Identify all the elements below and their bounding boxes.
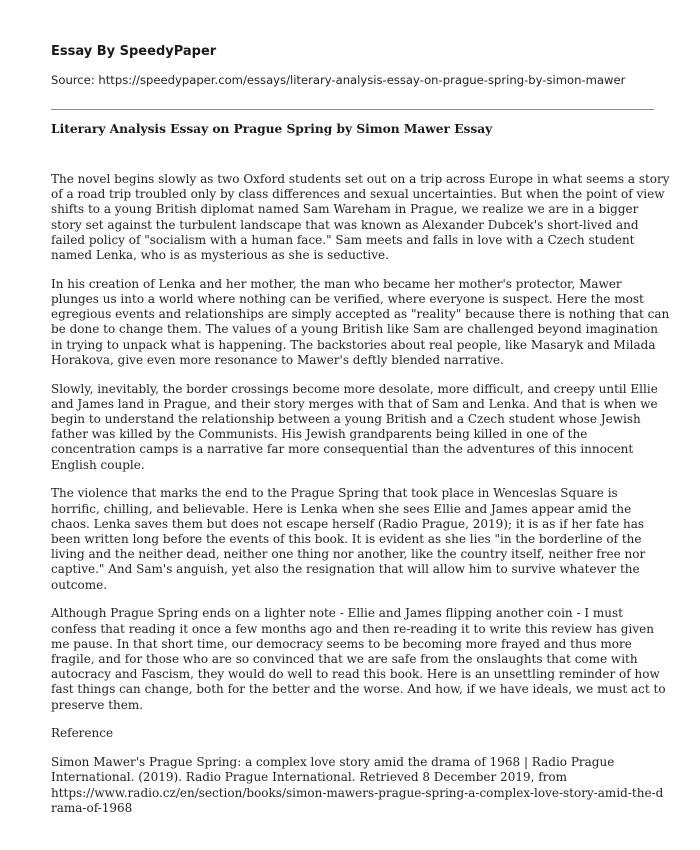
essay-body (51, 172, 670, 830)
text-line: and James land in Prague, and their story merges with that of Sam and Lenka. And that is when we (51, 396, 658, 411)
text-line: In his creation of Lenka and her mother, the man who became her mother's protector, Mawer (51, 276, 622, 291)
text-line: The violence that marks the end to the Prague Spring that took place in Wenceslas Square is (51, 486, 618, 501)
text-line: rama-of-1968 (51, 800, 133, 815)
text-line: living and the neither dead, neither one thing nor another, like the country itself, neither free nor (51, 547, 646, 562)
text-line: https://www.radio.cz/en/section/books/simon-mawers-prague-spring-a-complex-love-story-amid-the-d (51, 785, 664, 800)
text-line: fast things can change, both for the better and the worse. And how, if we have ideals, we must act to (51, 682, 666, 697)
text-line: plunges us into a world where nothing can be verified, where everyone is suspect. Here the most (51, 292, 644, 307)
text-line: Horakova, give even more resonance to Mawer's deftly blended narrative. (51, 352, 504, 367)
text-line: English couple. (51, 457, 145, 472)
text-line: autocracy and Fascism, they would do well to read this book. Here is an unsettling reminder of how (51, 667, 660, 682)
text-line: preserve them. (51, 697, 144, 712)
text-line: failed policy of "socialism with a human face." Sam meets and falls in love with a Czech student (51, 232, 635, 247)
text-line: The novel begins slowly as two Oxford students set out on a trip across Europe in what seems a story (51, 172, 670, 186)
essay-paragraph (51, 486, 663, 592)
text-line: begin to understand the relationship between a young British and a Czech student whose Jewish (51, 412, 641, 427)
text-line: been written long before the events of this book. It is evident as she lies "in the borderline of the (51, 532, 642, 547)
text-line: named Lenka, who is as mysterious as she is seductive. (51, 248, 389, 263)
essay-paragraph (51, 276, 670, 368)
text-line: confess that reading it once a few months ago and then re-reading it to write this review has given (51, 621, 654, 636)
text-line: concentration camps is a narrative far more consequential than the adventures of this innocent (51, 442, 634, 457)
header-divider (51, 109, 654, 110)
text-line: story set against the turbulent landscape that was known as Alexander Dubcek's short-lived and (51, 217, 639, 232)
text-line: outcome. (51, 577, 108, 592)
text-line: of a road trip troubled only by class differences and sexual uncertainties. But when the point of view (51, 187, 665, 202)
source-line: Source: https://speedypaper.com/essays/literary-analysis-essay-on-prague-spring-by-simon-mawer (51, 73, 626, 87)
text-line: in trying to unpack what is happening. The backstories about real people, like Masaryk and Milada (51, 337, 656, 352)
reference-heading (51, 726, 663, 741)
text-line: Slowly, inevitably, the border crossings become more desolate, more difficult, and creepy until Ellie (51, 381, 658, 396)
essay-title: Literary Analysis Essay on Prague Spring by Simon Mawer Essay (51, 122, 493, 136)
essay-paragraph (51, 382, 663, 473)
text-line: Simon Mawer's Prague Spring: a complex love story amid the drama of 1968 | Radio Prague (51, 755, 615, 770)
text-line: Although Prague Spring ends on a lighter note - Ellie and James flipping another coin - I must (51, 606, 623, 621)
text-line: fragile, and for those who are so convinced that we are safe from the onslaughts that come with (51, 652, 638, 667)
text-line: egregious events and relationships are simply accepted as "reality" because there is nothing that can (51, 307, 670, 322)
essay-paragraph (51, 606, 666, 712)
publisher-title: Essay By SpeedyPaper (51, 44, 217, 59)
text-line: father was killed by the Communists. His Jewish grandparents being killed in one of the (51, 427, 588, 442)
text-line: captive." And Sam's anguish, yet also the resignation that will allow him to survive whatever the (51, 562, 640, 577)
text-line: horrific, chilling, and believable. Here is Lenka when she sees Ellie and James appear amid the (51, 501, 632, 516)
text-line: be done to change them. The values of a young British like Sam are challenged beyond imagination (51, 322, 659, 337)
text-line: shifts to a young British diplomat named Sam Wareham in Prague, we realize we are in a bigger (51, 202, 639, 217)
reference-citation (51, 755, 663, 816)
text-line: chaos. Lenka saves them but does not escape herself (Radio Prague, 2019); it is as if her fate has (51, 516, 645, 531)
text-line: International. (2019). Radio Prague International. Retrieved 8 December 2019, from (51, 770, 568, 785)
text-line: me pause. In that short time, our democracy seems to be becoming more frayed and thus more (51, 636, 632, 651)
essay-paragraph (51, 172, 670, 263)
text-line: Reference (51, 726, 114, 741)
